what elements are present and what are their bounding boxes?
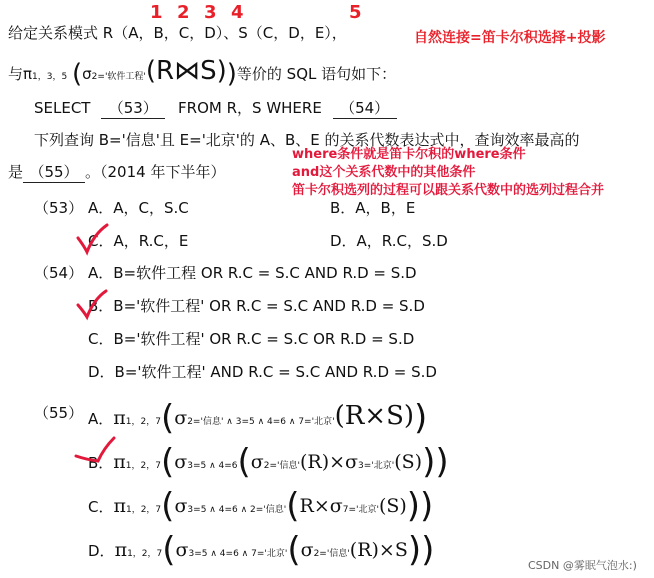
inner-relation: (R)×σ [300, 451, 359, 473]
q53-option-b: B．A，B，E [330, 199, 416, 217]
checkmark-icon [70, 434, 120, 468]
q55-option-b: B．π1，2，7(σ3=5 ∧ 4=6(σ2='信息'(R)×σ3='北京'(S))) [88, 442, 449, 482]
q53-option-c: C．A，R.C，E [88, 232, 189, 250]
line-5-suffix: 。（2014 年下半年） [85, 163, 226, 181]
q54-option-b: B．B='软件工程' OR R.C = S.C AND R.D = S.D [88, 297, 425, 315]
q55-option-c: C．π1，2，7(σ3=5 ∧ 4=6 ∧ 2='信息'(R×σ7='北京'(S))) [88, 486, 434, 526]
inner-relation-2: (S) [378, 495, 407, 517]
relation-expr: (R×S) [334, 401, 415, 431]
sql-from: FROM R，S WHERE [178, 99, 322, 117]
watermark: CSDN @雾眠气泡水:) [528, 559, 637, 572]
q55-a-letter: A． [88, 410, 114, 428]
q54-option-d: D．B='软件工程' AND R.C = S.C AND R.D = S.D [88, 363, 437, 381]
q53-label: （53） [34, 199, 84, 217]
sigma-subscript: 2='软件工程' [91, 72, 146, 82]
inner-relation: R×σ [299, 495, 343, 517]
q55-c-letter: C． [88, 498, 114, 516]
q54-option-a: A．B=软件工程 OR R.C = S.C AND R.D = S.D [88, 264, 417, 282]
pi-subscript: 1，2，7 [127, 549, 163, 559]
pi-subscript: 1，3，5 [32, 72, 68, 82]
question-line-4: 下列查询 B='信息'且 E='北京'的 A、B、E 的关系代数表达式中，查询效率最高的 [34, 131, 580, 149]
annotation-note-1: where条件就是笛卡尔积的where条件 [292, 147, 526, 162]
sigma-symbol: σ [82, 65, 92, 83]
pi-subscript: 1，2，7 [125, 505, 162, 515]
question-line-5 [8, 161, 225, 183]
blank-54: （54） [333, 97, 397, 119]
sigma-subscript: 3=5 ∧ 4=6 [187, 461, 238, 471]
q53-option-a: A．A，C，S.C [88, 199, 189, 217]
pi-symbol: π [114, 539, 128, 561]
sigma-subscript: 3=5 ∧ 4=6 ∧ 2='信息' [187, 505, 287, 515]
line-2-suffix: 等价的 SQL 语句如下： [236, 65, 397, 83]
blank-53: （53） [101, 97, 165, 119]
q55-d-letter: D． [88, 542, 115, 560]
sql-line [34, 97, 397, 119]
line-5-prefix: 是 [8, 163, 24, 181]
annotation-number-5: 5 [349, 2, 362, 23]
blank-55: （55） [23, 161, 85, 183]
pi-subscript: 1，2，7 [125, 461, 161, 471]
inner-sigma-subscript: 2='信息' [263, 461, 300, 471]
question-line-1: 给定关系模式 R（A，B，C，D）、S（C，D，E）， [8, 24, 347, 42]
annotation-number-2: 2 [177, 2, 190, 23]
pi-symbol: π [113, 495, 126, 517]
question-line-2: 与π1，3，5 (σ2='软件工程'(R⋈S))等价的 SQL 语句如下： [8, 56, 397, 89]
q54-label: （54） [34, 264, 84, 282]
q54-option-c: C．B='软件工程' OR R.C = S.C OR R.D = S.D [88, 330, 415, 348]
annotation-note-3: 笛卡尔积选列的过程可以跟关系代数中的选列过程合并 [292, 183, 605, 198]
q55-b-letter: B． [88, 454, 114, 472]
checkmark-icon [74, 287, 110, 321]
inner-relation: (R)×S [349, 539, 408, 561]
annotation-number-4: 4 [231, 2, 244, 23]
sigma-subscript: 2='信息' ∧ 3=5 ∧ 4=6 ∧ 7='北京' [187, 417, 335, 427]
q53-option-d: D．A，R.C，S.D [330, 232, 448, 250]
pi-symbol: π [113, 407, 126, 429]
pi-subscript: 1，2，7 [125, 417, 161, 427]
sigma-subscript: 3=5 ∧ 4=6 ∧ 7='北京' [188, 549, 288, 559]
annotation-natural-join: 自然连接=笛卡尔积选择+投影 [414, 30, 606, 46]
sql-select: SELECT [34, 99, 91, 117]
q55-label: （55） [34, 404, 84, 422]
annotation-number-3: 3 [204, 2, 217, 23]
inner-sigma-subscript: 2='信息' [313, 549, 350, 559]
relation-expr: (R⋈S) [145, 56, 227, 86]
pi-symbol: π [113, 451, 126, 473]
q55-option-a: A．π1，2，7(σ2='信息' ∧ 3=5 ∧ 4=6 ∧ 7='北京'(R×S)) [88, 398, 428, 438]
annotation-where-notes [292, 146, 604, 200]
checkmark-icon [74, 222, 110, 256]
annotation-note-2: and这个关系代数中的其他条件 [292, 165, 476, 180]
inner-sigma-subscript-2: 3='北京' [358, 461, 395, 471]
pi-symbol: 与π [8, 65, 33, 83]
inner-relation-2: (S) [394, 451, 423, 473]
inner-sigma-subscript: 7='北京' [342, 505, 379, 515]
annotation-number-1: 1 [150, 2, 163, 23]
q55-option-d: D．π1，2，7(σ3=5 ∧ 4=6 ∧ 7='北京'(σ2='信息'(R)×S)) [88, 530, 435, 570]
